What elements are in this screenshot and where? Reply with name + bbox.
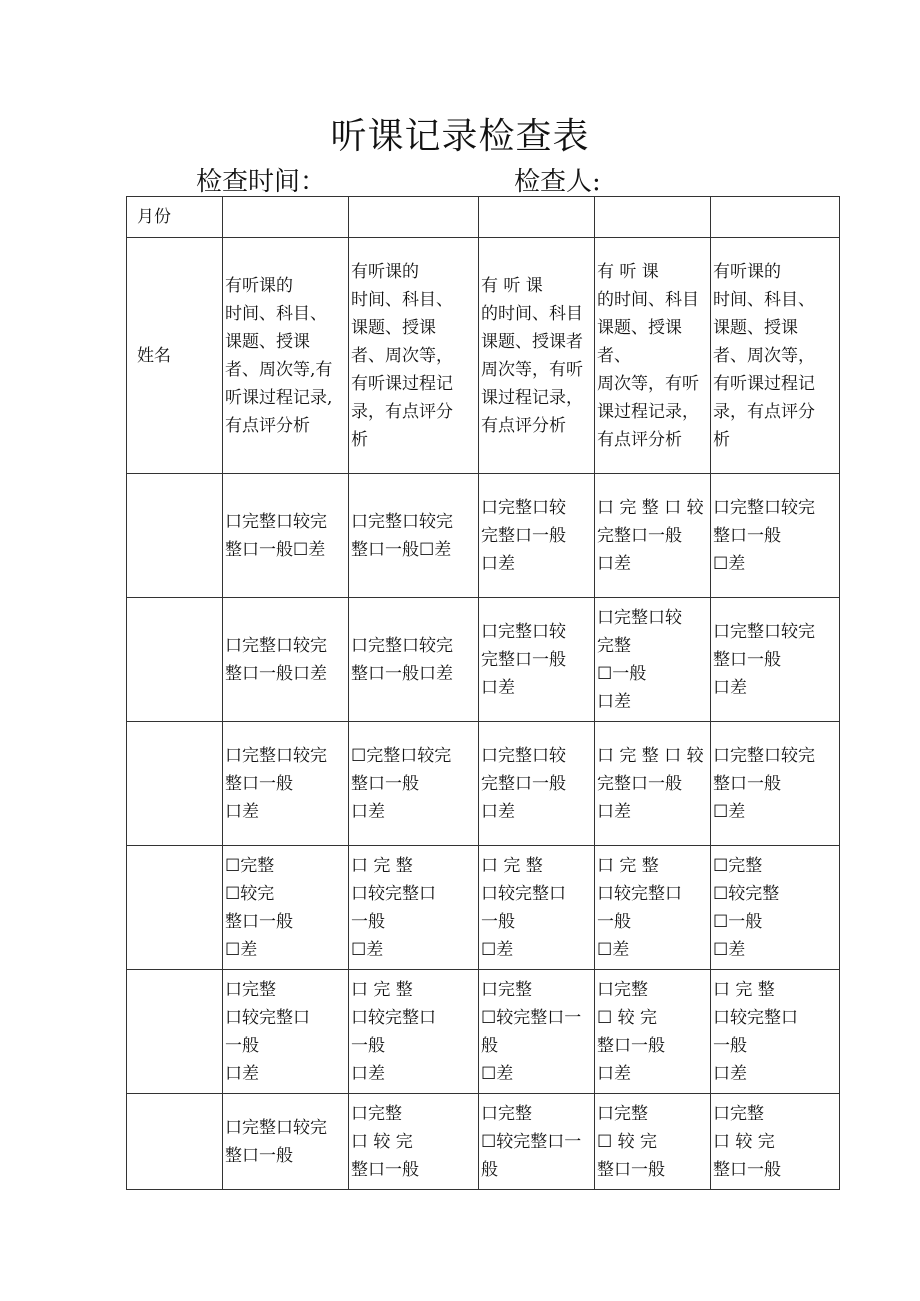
inspection-table — [126, 196, 840, 1190]
rating-options-cell[interactable]: 口完整 ☐较完整口一 般 — [479, 1094, 595, 1190]
rating-options-cell[interactable]: 口完整口较 完整口一般 口差 — [479, 474, 595, 598]
rating-options-cell[interactable]: 口完整口较完 整口一般 ☐差 — [711, 474, 840, 598]
name-entry-cell[interactable] — [127, 846, 223, 970]
rating-row — [127, 1094, 840, 1190]
rating-row — [127, 970, 840, 1094]
criteria-cell: 有 听 课 的时间、科目 课题、授课者 周次等，有听 课过程记录， 有点评分析 — [479, 238, 595, 474]
rating-row — [127, 846, 840, 970]
month-cell[interactable] — [711, 197, 840, 238]
name-label: 姓名 — [127, 238, 223, 474]
rating-row — [127, 722, 840, 846]
month-cell[interactable] — [223, 197, 349, 238]
rating-options-cell[interactable]: 口 完 整 口 较 完整口一般 口差 — [595, 474, 711, 598]
rating-options-cell[interactable]: 口完整口较完 整口一般 ☐差 — [711, 722, 840, 846]
criteria-cell: 有听课的 时间、科目、 课题、授课 者、周次等,有 听课过程记录, 有点评分析 — [223, 238, 349, 474]
name-entry-cell[interactable] — [127, 598, 223, 722]
rating-options-cell[interactable]: ☐完整 ☐较完 整口一般 ☐差 — [223, 846, 349, 970]
rating-options-cell[interactable]: 口完整口较 完整 ☐一般 口差 — [595, 598, 711, 722]
month-cell[interactable] — [595, 197, 711, 238]
rating-options-cell[interactable]: 口完整口较完 整口一般☐差 — [349, 474, 479, 598]
inspector-label: 检查人: — [514, 167, 601, 197]
rating-options-cell[interactable]: 口完整口较完 整口一般口差 — [223, 598, 349, 722]
rating-options-cell[interactable]: 口 完 整 口较完整口 一般 口差 — [349, 970, 479, 1094]
name-entry-cell[interactable] — [127, 474, 223, 598]
rating-row — [127, 474, 840, 598]
rating-options-cell[interactable]: 口完整 口较完整口 一般 口差 — [223, 970, 349, 1094]
rating-options-cell[interactable]: ☐完整 ☐较完整 ☐一般 ☐差 — [711, 846, 840, 970]
rating-options-cell[interactable]: 口完整 ☐ 较 完 整口一般 — [595, 1094, 711, 1190]
month-cell[interactable] — [349, 197, 479, 238]
name-row — [127, 238, 840, 474]
rating-row — [127, 598, 840, 722]
rating-options-cell[interactable]: 口完整 ☐较完整口一 般 ☐差 — [479, 970, 595, 1094]
rating-options-cell[interactable]: 口完整 口 较 完 整口一般 — [349, 1094, 479, 1190]
rating-options-cell[interactable]: 口 完 整 口较完整口 一般 ☐差 — [349, 846, 479, 970]
criteria-cell: 有听课的 时间、科目、 课题、授课 者、周次等， 有听课过程记 录，有点评分 析 — [349, 238, 479, 474]
rating-options-cell[interactable]: 口完整口较完 整口一般☐差 — [223, 474, 349, 598]
criteria-cell: 有听课的 时间、科目、 课题、授课 者、周次等， 有听课过程记 录，有点评分 析 — [711, 238, 840, 474]
page-title: 听课记录检查表 — [330, 116, 590, 157]
name-entry-cell[interactable] — [127, 970, 223, 1094]
month-cell[interactable] — [479, 197, 595, 238]
rating-options-cell[interactable]: 口完整 ☐ 较 完 整口一般 口差 — [595, 970, 711, 1094]
rating-options-cell[interactable]: 口 完 整 口较完整口 一般 ☐差 — [595, 846, 711, 970]
rating-options-cell[interactable]: 口完整口较完 整口一般 — [223, 1094, 349, 1190]
rating-options-cell[interactable]: 口完整口较完 整口一般口差 — [349, 598, 479, 722]
check-time-label: 检查时间： — [196, 167, 327, 197]
criteria-cell: 有 听 课 的时间、科目 课题、授课者、 周次等，有听 课过程记录， 有点评分析 — [595, 238, 711, 474]
name-entry-cell[interactable] — [127, 722, 223, 846]
rating-options-cell[interactable]: 口完整口较完 整口一般 口差 — [223, 722, 349, 846]
rating-options-cell[interactable]: 口 完 整 口较完整口 一般 ☐差 — [479, 846, 595, 970]
rating-options-cell[interactable]: ☐完整口较完 整口一般 口差 — [349, 722, 479, 846]
rating-options-cell[interactable]: 口完整 口 较 完 整口一般 — [711, 1094, 840, 1190]
month-row — [127, 197, 840, 238]
month-label: 月份 — [127, 197, 223, 238]
name-entry-cell[interactable] — [127, 1094, 223, 1190]
rating-options-cell[interactable]: 口完整口较 完整口一般 口差 — [479, 722, 595, 846]
rating-options-cell[interactable]: 口 完 整 口 较 完整口一般 口差 — [595, 722, 711, 846]
rating-options-cell[interactable]: 口完整口较 完整口一般 口差 — [479, 598, 595, 722]
rating-options-cell[interactable]: 口 完 整 口较完整口 一般 口差 — [711, 970, 840, 1094]
rating-options-cell[interactable]: 口完整口较完 整口一般 口差 — [711, 598, 840, 722]
